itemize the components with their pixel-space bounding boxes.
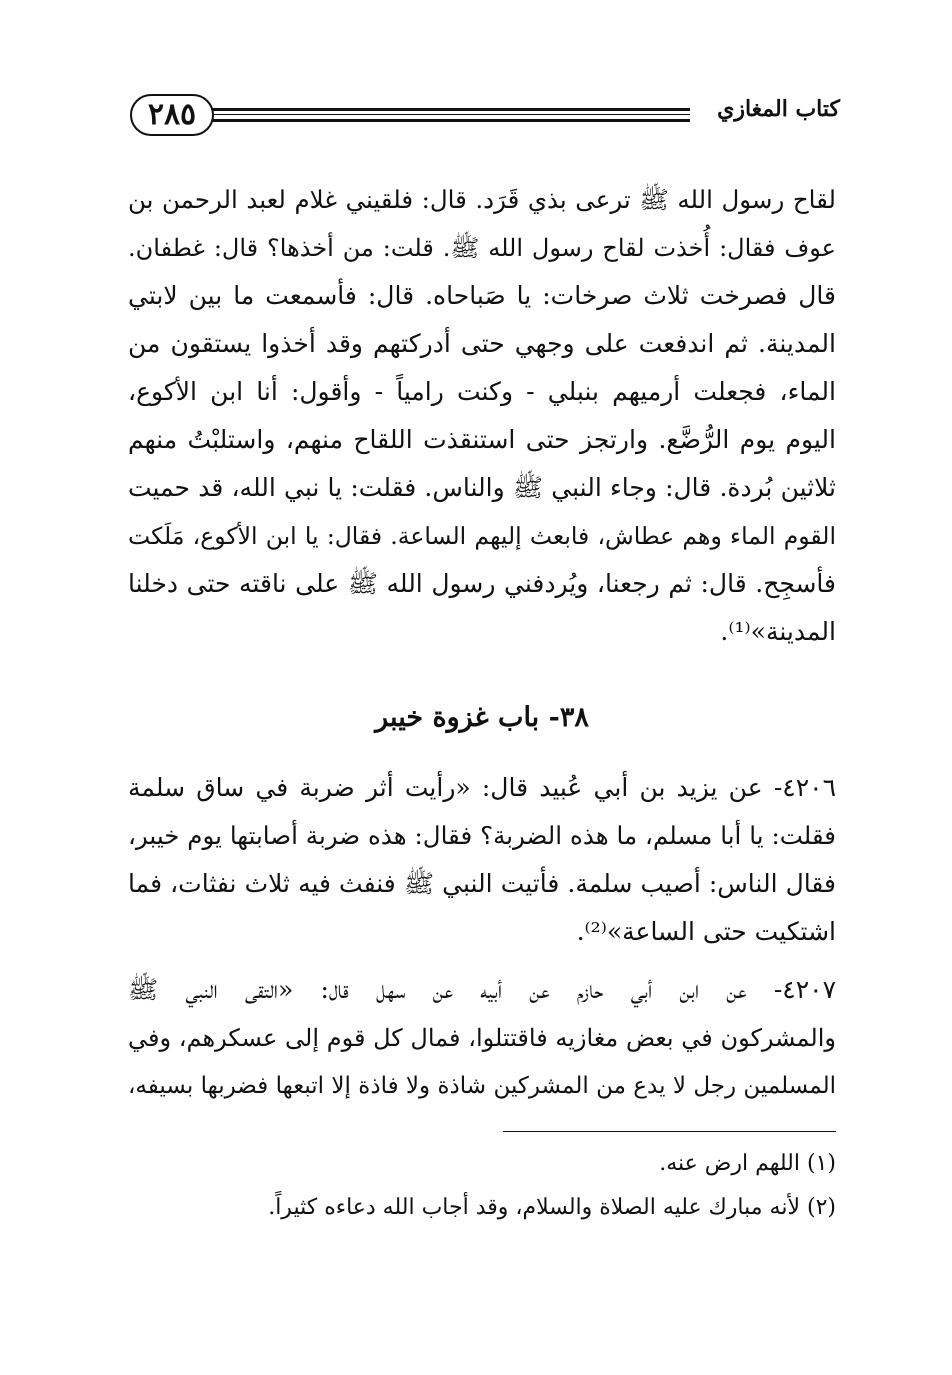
footnotes	[128, 1142, 836, 1230]
page-number: ٢٨٥	[130, 94, 214, 136]
text-line: اشتكيت حتى الساعة»⁽²⁾.	[576, 917, 836, 946]
hadith-continuation	[128, 176, 836, 656]
text-line: المدينة»⁽¹⁾.	[720, 617, 836, 646]
header-rule	[212, 108, 690, 111]
text-line: ثلاثين بُردة. قال: وجاء النبي ﷺ والناس. فقلت: يا نبي الله، قد حميت	[128, 473, 836, 502]
header-rule	[212, 114, 690, 115]
text-line: اليوم يوم الرُّضَّع. وارتجز حتى استنقذت اللقاح منهم، واستلبْتُ منهم	[128, 425, 836, 454]
text-line: والمشركون في بعض مغازيه فاقتتلوا، فمال كل قوم إلى عسكرهم، وفي	[128, 1024, 836, 1052]
text-line: لقاح رسول الله ﷺ ترعى بذي قَرَد. قال: فلقيني غلام لعبد الرحمن بن	[128, 185, 836, 214]
text-line: قال فصرخت ثلاث صرخات: يا صَباحاه. قال: فأسمعت ما بين لابتي	[128, 281, 836, 310]
hadith-4207	[128, 966, 836, 1110]
page-header	[120, 92, 840, 142]
footnote: (٢) لأنه مبارك عليه الصلاة والسلام، وقد أجاب الله دعاءه كثيراً.	[268, 1195, 836, 1220]
footnote: (١) اللهم ارض عنه.	[659, 1151, 836, 1176]
chapter-heading: ٣٨- باب غزوة خيبر	[375, 702, 589, 733]
running-title: كتاب المغازي	[717, 96, 840, 122]
text-line: القوم الماء وهم عطاش، فابعث إليهم الساعة. فقال: يا ابن الأكوع، مَلَكت	[128, 522, 836, 550]
text-line: فقلت: يا أبا مسلم، ما هذه الضربة؟ فقال: هذه ضربة أصابتها يوم خيبر،	[128, 821, 836, 850]
text-line: المسلمين رجل لا يدع من المشركين شاذة ولا فاذة إلا اتبعها فضربها بسيفه،	[128, 1073, 836, 1099]
text-line: ٤٢٠٦- عن يزيد بن أبي عُبيد قال: «رأيت أثر ضربة في ساق سلمة	[128, 773, 836, 802]
footnote-separator	[503, 1131, 836, 1132]
text-line: ٤٢٠٧- عن ابن أبي حازم عن أبيه عن سهل قال: «التقى النبي ﷺ	[128, 975, 836, 1004]
text-line: الماء، فجعلت أرميهم بنبلي - وكنت رامياً - وأقول: أنا ابن الأكوع،	[128, 377, 836, 406]
header-rule	[212, 119, 690, 122]
text-line: عوف فقال: أُخذت لقاح رسول الله ﷺ. قلت: من أخذها؟ قال: غطفان.	[128, 234, 836, 262]
text-line: فأسجِح. قال: ثم رجعنا، ويُردفني رسول الله ﷺ على ناقته حتى دخلنا	[128, 569, 836, 598]
hadith-4206	[128, 764, 836, 956]
text-line: فقال الناس: أصيب سلمة. فأتيت النبي ﷺ فنفث فيه ثلاث نفثات، فما	[128, 869, 836, 898]
text-line: المدينة. ثم اندفعت على وجهي حتى أدركتهم وقد أخذوا يستقون من	[128, 329, 836, 358]
